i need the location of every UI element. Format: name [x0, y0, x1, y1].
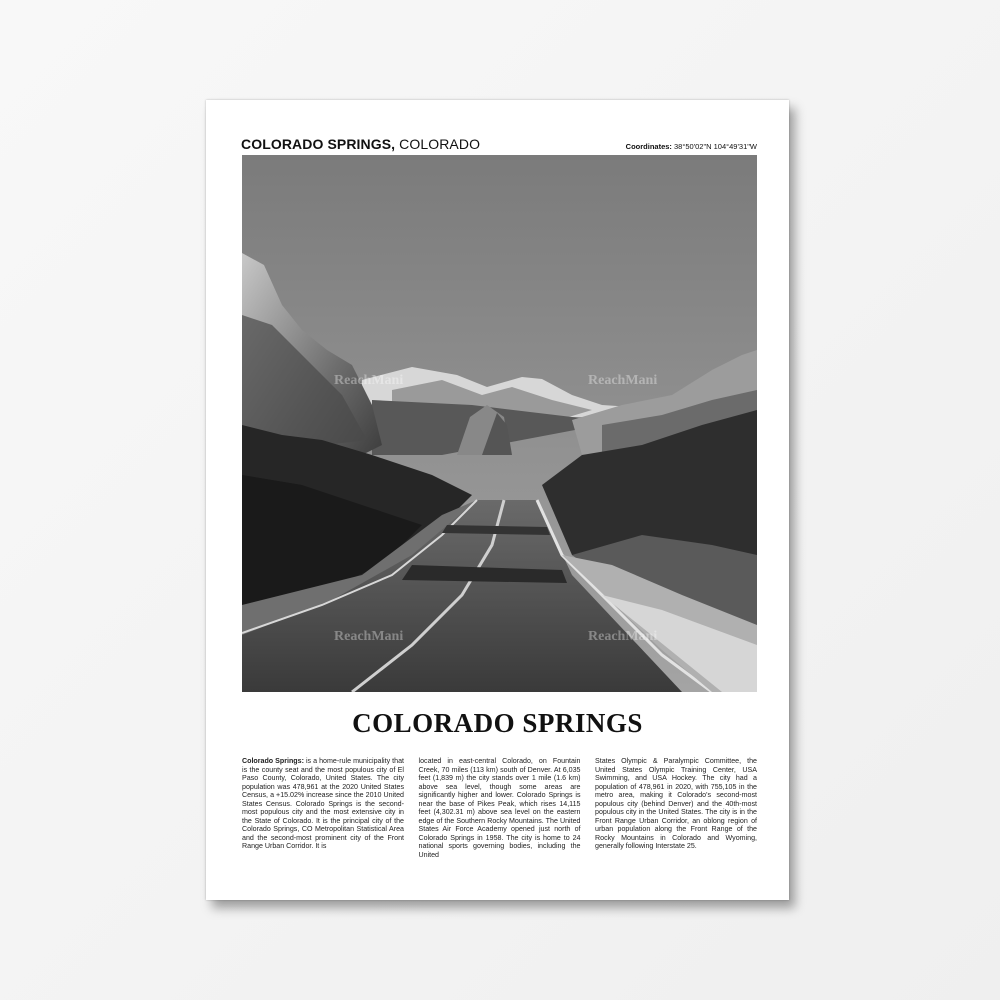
description-column-2	[419, 757, 581, 859]
watermark-text: ReachMani	[334, 373, 404, 388]
description-text: located in east-central Colorado, on Fountain Creek, 70 miles (113 km) south of Denver. At 6,035 feet (1,839 m) the city stands over 1 mile (1.6 km) above sea level, though some areas are significantly higher and lower. Colorado Springs is near the base of Pikes Peak, which rises 14,115 feet (4,302.31 m) above sea level on the eastern edge of the Southern Rocky Mountains. The United States Air Force Academy opened just north of Colorado Springs in 1958. The city is home to 24 national sports governing bodies, including the United	[418, 757, 581, 859]
road-landscape-image	[242, 155, 757, 692]
watermark-text: ReachMani	[588, 629, 658, 644]
description-column-3	[595, 757, 757, 859]
landscape-photo	[242, 155, 757, 692]
description-column-1	[242, 757, 404, 859]
coordinates-value: 38°50'02"N 104°49'31"W	[671, 142, 757, 151]
watermark-text: ReachMani	[588, 373, 658, 388]
description-text: is a home-rule municipality that is the county seat and the most populous city of El Paso County, Colorado, United States. The city population was 478,961 at the 2020 United States Census, a +15.02% increase since the 2010 United States Census. Colorado Springs is the second-most populous city and the most extensive city in the State of Colorado. It is the principal city of the Colorado Springs, CO Metropolitan Statistical Area and the second-most prominent city of the Front Range Urban Corridor. It is	[242, 757, 404, 850]
coordinates	[626, 142, 757, 151]
description-lead: Colorado Springs:	[242, 757, 304, 765]
coordinates-label: Coordinates:	[625, 142, 672, 151]
watermark-text: ReachMani	[334, 629, 404, 644]
description-text: States Olympic & Paralympic Committee, the United States Olympic Training Center, USA Swimming, and USA Hockey. The city had a population of 478,961 in 2020, with 755,105 in the metro area, making it Colorado's second-most populous city (behind Denver) and the 40th-most populous city in the United States. The city is in the Front Range Urban Corridor, an oblong region of urban population along the Front Range of the Rocky Mountains in Colorado and Wyoming, generally following Interstate 25.	[595, 757, 757, 850]
poster-main-title: COLORADO SPRINGS	[352, 708, 643, 738]
poster-header-title	[241, 136, 480, 152]
header-city: COLORADO SPRINGS,	[241, 136, 396, 152]
description-columns	[242, 757, 757, 859]
header-state: COLORADO	[395, 136, 481, 152]
poster	[206, 100, 789, 900]
